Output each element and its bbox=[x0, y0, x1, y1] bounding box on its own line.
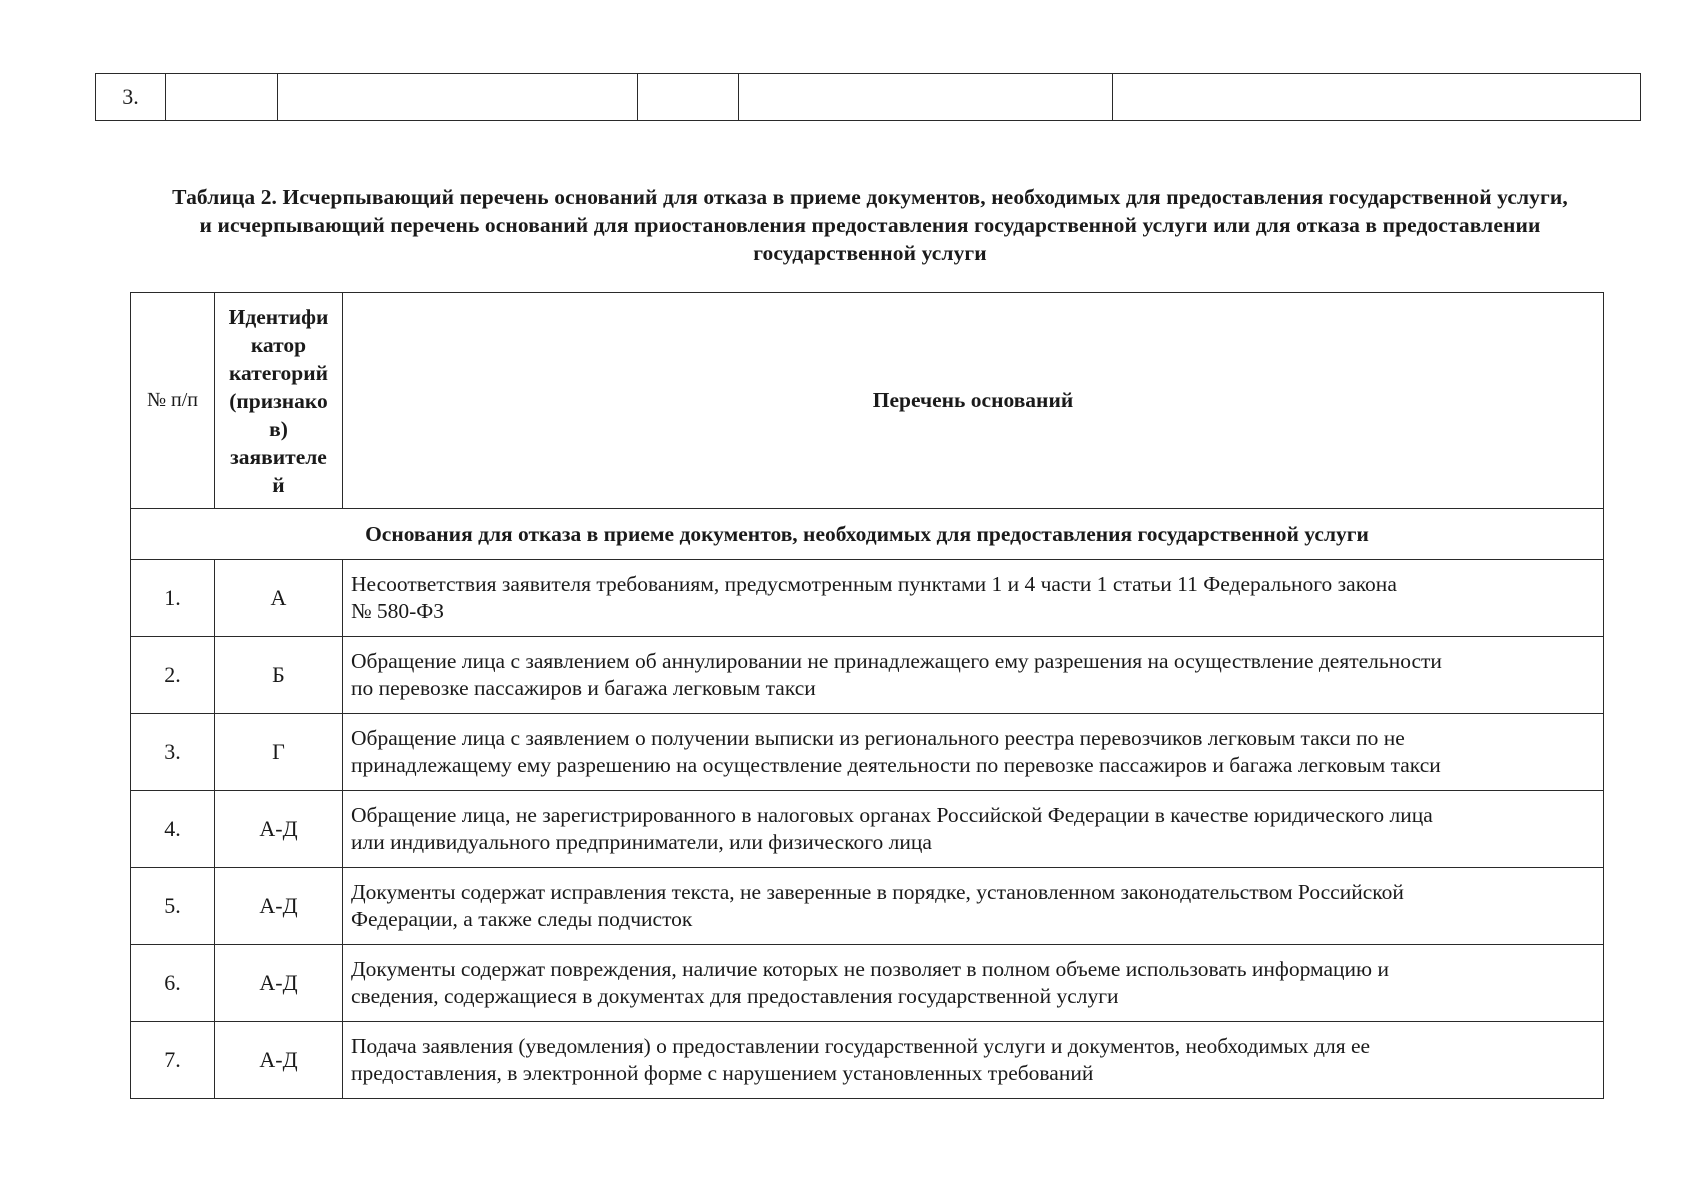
table-row bbox=[131, 1022, 1604, 1099]
header-identifier: Идентифи катор категорий (признако в) заявителе й bbox=[215, 293, 343, 509]
row-text: Обращение лица с заявлением о получении выписки из регионального реестра перевозчиков легковым такси по не принадлежащему ему разрешению на осуществление деятельности по перевозке пассажиров и багажа легковым такси bbox=[343, 714, 1604, 791]
table-row bbox=[131, 714, 1604, 791]
row-identifier: А-Д bbox=[215, 1022, 343, 1099]
empty-cell bbox=[638, 74, 739, 121]
grounds-table bbox=[130, 292, 1604, 1099]
caption-line: и исчерпывающий перечень оснований для приостановления предоставления государственной услуги или для отказа в предоставлении bbox=[199, 213, 1541, 237]
row-number: 1. bbox=[131, 560, 215, 637]
table-row bbox=[131, 560, 1604, 637]
row-text: Обращение лица с заявлением об аннулировании не принадлежащего ему разрешения на осуществление деятельности по перевозке пассажиров и багажа легковым такси bbox=[343, 637, 1604, 714]
empty-cell bbox=[278, 74, 638, 121]
row-identifier: Б bbox=[215, 637, 343, 714]
caption-line: государственной услуги bbox=[753, 241, 987, 265]
row-text: Документы содержат повреждения, наличие которых не позволяет в полном объеме использовать информацию и сведения, содержащиеся в документах для предоставления государственной услуги bbox=[343, 945, 1604, 1022]
table-caption bbox=[70, 183, 1670, 267]
row-text: Обращение лица, не зарегистрированного в налоговых органах Российской Федерации в качестве юридического лица или индивидуального предприниматели, или физического лица bbox=[343, 791, 1604, 868]
caption-line: Таблица 2. Исчерпывающий перечень оснований для отказа в приеме документов, необходимых для предоставления государственной услуги, bbox=[172, 185, 1568, 209]
table-header-row bbox=[131, 293, 1604, 509]
table-row bbox=[131, 637, 1604, 714]
table-row bbox=[131, 945, 1604, 1022]
section-title: Основания для отказа в приеме документов, необходимых для предоставления государственной услуги bbox=[131, 509, 1604, 560]
row-identifier: А bbox=[215, 560, 343, 637]
row-identifier: А-Д bbox=[215, 791, 343, 868]
section-row bbox=[131, 509, 1604, 560]
empty-cell bbox=[166, 74, 278, 121]
row-identifier: А-Д bbox=[215, 945, 343, 1022]
row-number: 4. bbox=[131, 791, 215, 868]
row-number: 7. bbox=[131, 1022, 215, 1099]
previous-table-fragment bbox=[95, 73, 1641, 121]
row-text: Документы содержат исправления текста, не заверенные в порядке, установленном законодательством Российской Федерации, а также следы подчисток bbox=[343, 868, 1604, 945]
row-number-cell: 3. bbox=[96, 74, 166, 121]
table-row bbox=[131, 791, 1604, 868]
empty-cell bbox=[739, 74, 1113, 121]
row-text: Подача заявления (уведомления) о предоставлении государственной услуги и документов, необходимых для ее предоставления, в электронной форме с нарушением установленных требований bbox=[343, 1022, 1604, 1099]
row-number: 3. bbox=[131, 714, 215, 791]
header-number: № п/п bbox=[131, 293, 215, 509]
table-row bbox=[131, 868, 1604, 945]
row-number: 2. bbox=[131, 637, 215, 714]
row-number: 6. bbox=[131, 945, 215, 1022]
empty-cell bbox=[1113, 74, 1641, 121]
row-identifier: А-Д bbox=[215, 868, 343, 945]
header-list: Перечень оснований bbox=[343, 293, 1604, 509]
row-text: Несоответствия заявителя требованиям, предусмотренным пунктами 1 и 4 части 1 статьи 11 Федерального закона № 580-ФЗ bbox=[343, 560, 1604, 637]
table-row bbox=[96, 74, 1641, 121]
row-identifier: Г bbox=[215, 714, 343, 791]
row-number: 5. bbox=[131, 868, 215, 945]
